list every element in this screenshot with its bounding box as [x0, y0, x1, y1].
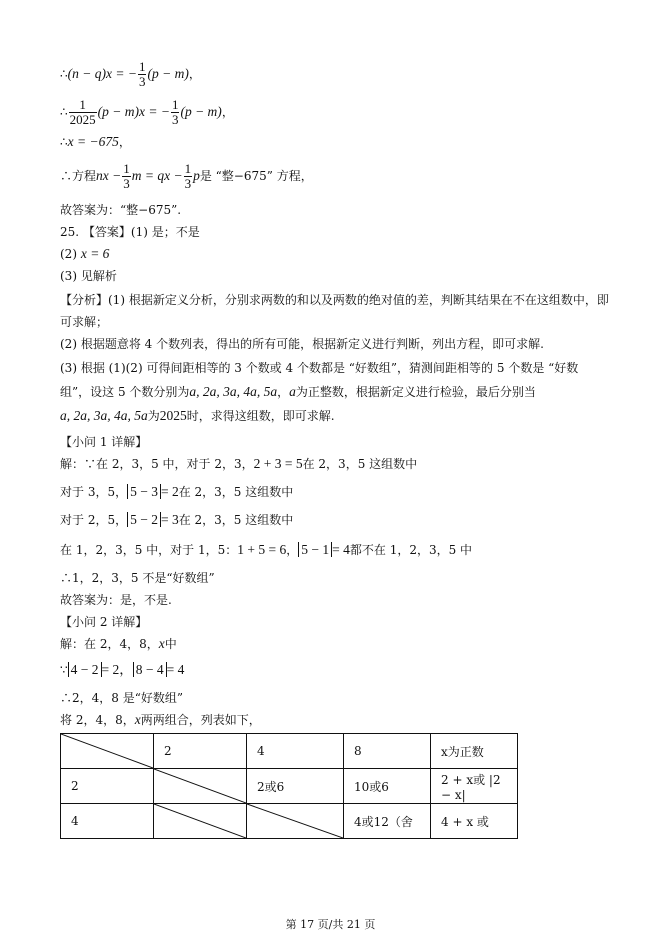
math-expression: x = −675: [67, 134, 119, 149]
therefore-symbol: ∴: [60, 67, 68, 81]
table-header-cell: 8: [344, 734, 431, 769]
diagonal-line: [154, 804, 246, 838]
math-expression: (n − q)x = −: [67, 66, 137, 81]
math-expression: a, 2a, 3a, 4a, 5a: [60, 408, 148, 423]
diagonal-cell: [247, 804, 344, 839]
solution-2-line-1: [60, 636, 177, 652]
analysis-1b: 可求解；: [60, 315, 109, 329]
math-variable: x: [134, 712, 141, 727]
punctuation: ，: [188, 67, 201, 81]
because-symbol: ∵: [60, 663, 68, 677]
denominator: 3: [171, 112, 179, 127]
text: 组”，设这 5 个数分别为: [60, 385, 190, 399]
therefore-symbol: ∴: [60, 135, 68, 149]
solution-2-line-2: [60, 662, 184, 678]
punctuation: ，: [118, 135, 131, 149]
part-label: (2): [60, 247, 77, 261]
answer-part-3: (3) 见解析: [60, 269, 117, 283]
table-header-cell: 4: [247, 734, 344, 769]
diagonal-corner-cell: [61, 734, 154, 769]
denominator: 3: [184, 176, 192, 191]
table-row-label: 2: [61, 769, 154, 804]
diagonal-cell: [154, 804, 247, 839]
fraction: [122, 162, 131, 191]
line-1: [60, 60, 201, 89]
line-3: [60, 134, 131, 150]
table-cell: 2或6: [247, 769, 344, 804]
denominator: 2025: [69, 112, 96, 127]
table-header-cell: 2: [154, 734, 247, 769]
solution-2-line-4: [60, 712, 261, 728]
numerator: 1: [138, 59, 146, 74]
text: 解：∵在 2，3，5 中，对于 2，3，: [60, 457, 254, 471]
numerator: 1: [69, 98, 97, 113]
math-expression: a, 2a, 3a, 4a, 5a: [189, 384, 278, 399]
text: 对于 2，5，: [60, 513, 128, 527]
analysis-3b: [60, 384, 536, 400]
solution-1-line-3: [60, 512, 293, 528]
math-expression: = 3: [160, 512, 179, 527]
math-expression: (p − m)x = −: [97, 104, 170, 119]
line-prefix: ∴方程: [60, 169, 97, 183]
math-expression: (p − m): [147, 66, 189, 81]
solution-1-line-2: [60, 484, 293, 500]
diagonal-line: [154, 769, 246, 803]
analysis-1: 【分析】(1) 根据新定义分析，分别求两数的和以及两数的绝对值的差，判断其结果在不在这组数中，即: [60, 293, 609, 307]
absolute-value: 8 − 4: [133, 662, 167, 677]
math-expression: = 4: [166, 662, 185, 677]
absolute-value: 5 − 2: [127, 512, 161, 527]
math-expression: (p − m): [180, 104, 222, 119]
text: 为: [147, 409, 160, 423]
denominator: 3: [138, 74, 146, 89]
table-row: [61, 769, 518, 804]
fraction: [171, 98, 180, 127]
solution-1-line-6: 故答案为：是，不是.: [60, 593, 172, 607]
math-expression: = 2: [160, 484, 179, 499]
text: 在 1，2，3，5 中，对于 1，5：: [60, 543, 238, 557]
text: 时，求得这组数，即可求解.: [186, 409, 335, 423]
table-cell: 10或6: [344, 769, 431, 804]
math-variable: a: [289, 384, 296, 399]
punctuation: ，: [286, 543, 299, 557]
analysis-3c: [60, 408, 335, 424]
line-4: [60, 162, 313, 191]
math-variable: x: [158, 636, 165, 651]
therefore-symbol: ∴: [60, 105, 68, 119]
text: 都不在 1，2，3，5 中: [349, 543, 473, 557]
table-header-cell: x为正数: [431, 734, 518, 769]
text: 在 2，3，5 这组数中: [302, 457, 418, 471]
math-expression: 2 + 3 = 5: [253, 456, 303, 471]
math-expression: x = 6: [80, 246, 110, 261]
table-row-label: 4: [61, 804, 154, 839]
text: 是 “整−675” 方程，: [199, 169, 313, 183]
text: 将 2，4，8，: [60, 713, 135, 727]
table-cell: 4或12（舍: [344, 804, 431, 839]
fraction: [184, 162, 193, 191]
numerator: 1: [123, 161, 130, 176]
analysis-3: (3) 根据 (1)(2) 可得间距相等的 3 个数或 4 个数都是 “好数组”，猜测间距相等的 5 个数是 “好数: [60, 361, 579, 375]
absolute-value: 4 − 2: [68, 662, 102, 677]
diagonal-cell: [154, 769, 247, 804]
table-header-row: [61, 734, 518, 769]
text: 解：在 2，4，8，: [60, 637, 159, 651]
numerator: 1: [184, 161, 192, 176]
diagonal-line: [61, 734, 153, 768]
answer-line: 故答案为：“整−675”.: [60, 203, 182, 217]
denominator: 3: [123, 176, 130, 191]
absolute-value: 5 − 1: [298, 542, 332, 557]
number: 2025: [159, 408, 187, 423]
text: 在 2，3，5 这组数中: [178, 485, 294, 499]
page-footer: 第 17 页/共 21 页: [285, 918, 376, 931]
punctuation: ，: [277, 385, 290, 399]
answer-part-2: [60, 246, 109, 262]
math-expression: 1 + 5 = 6: [237, 542, 287, 557]
analysis-2: (2) 根据题意将 4 个数列表，得出的所有可能，根据新定义进行判断，列出方程，即可求解.: [60, 337, 544, 351]
text: 对于 3，5，: [60, 485, 128, 499]
fraction: [69, 98, 97, 127]
text: 两两组合，列表如下，: [140, 713, 261, 727]
punctuation: ，: [221, 105, 234, 119]
solution-1-line-4: [60, 542, 472, 558]
sub-question-1-heading: 【小问 1 详解】: [60, 435, 148, 449]
sub-question-2-heading: 【小问 2 详解】: [60, 615, 148, 629]
combination-table: [60, 733, 518, 839]
question-25-answer: 25. 【答案】(1) 是；不是: [60, 225, 200, 239]
solution-1-line-1: [60, 456, 417, 472]
diagonal-line: [247, 804, 343, 838]
text: 中: [164, 637, 177, 651]
text: 为正整数，根据新定义进行检验，最后分别当: [295, 385, 536, 399]
table-row: [61, 804, 518, 839]
solution-1-line-5: ∴1，2，3，5 不是“好数组”: [60, 571, 215, 585]
math-expression: m = qx −: [131, 168, 183, 183]
line-2: [60, 98, 234, 127]
math-expression: p: [193, 168, 200, 183]
math-expression: = 2，: [101, 662, 133, 677]
fraction: [138, 60, 147, 89]
math-expression: nx −: [96, 168, 122, 183]
math-expression: = 4: [332, 542, 350, 557]
table-cell: 4 + x 或: [431, 804, 518, 839]
numerator: 1: [171, 97, 179, 112]
absolute-value: 5 − 3: [127, 484, 161, 499]
table-cell: 2 + x或 |2 − x|: [431, 769, 518, 804]
text: 在 2，3，5 这组数中: [178, 513, 294, 527]
solution-2-line-3: ∴2，4，8 是“好数组”: [60, 691, 183, 705]
